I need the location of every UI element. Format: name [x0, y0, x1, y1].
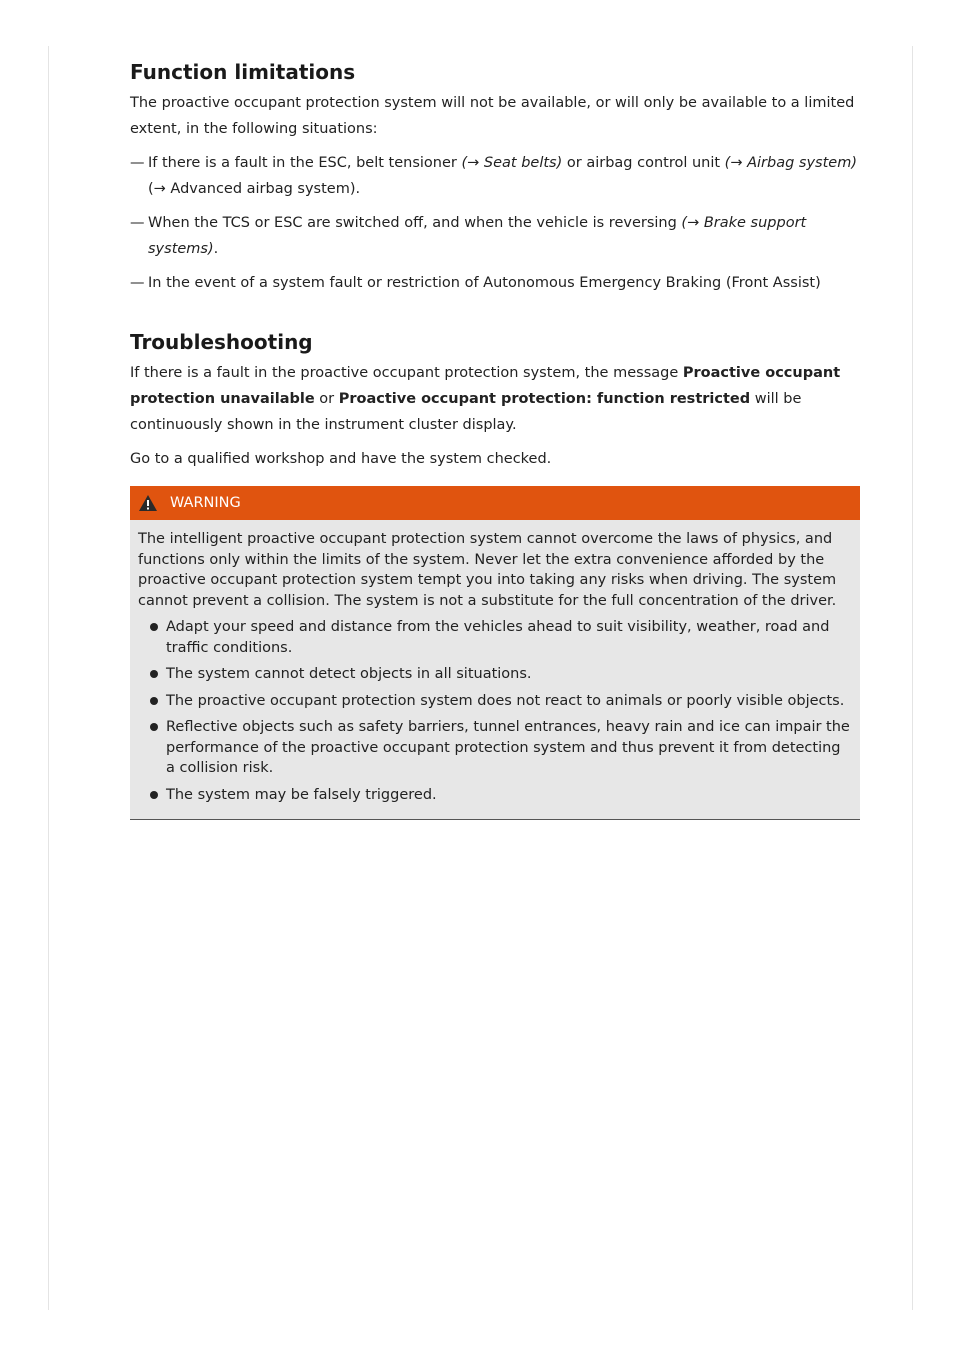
heading-function-limitations: Function limitations — [130, 60, 356, 84]
warning-box — [130, 486, 860, 820]
list-item: — When the TCS or ESC are switched off, and when the vehicle is reversing (→ Brake support systems). — [130, 215, 807, 257]
list-item: Adapt your speed and distance from the vehicles ahead to suit visibility, weather, road and traffic conditions. — [138, 617, 852, 658]
intro-paragraph: The proactive occupant protection system will not be available, or will only be available to a limited extent, in the following situations: — [130, 95, 855, 137]
page-border-left — [48, 46, 49, 1310]
link-seat-belts[interactable]: (→ Seat belts) — [461, 155, 563, 171]
heading-troubleshooting: Troubleshooting — [130, 330, 313, 354]
page-border-right — [912, 46, 913, 1310]
warning-label: WARNING — [170, 495, 241, 511]
bullet-icon — [150, 791, 158, 799]
message-function-restricted: Proactive occupant protection: function restricted — [338, 391, 751, 407]
message-unavailable: Proactive occupant protection unavailable — [130, 365, 841, 407]
troubleshooting-paragraph: If there is a fault in the proactive occupant protection system, the message Proactive occupant protection unavailable or Proactive occupant protection: function restricted will be continuously shown in the instrument cluster display. — [130, 365, 841, 433]
warning-triangle-icon — [138, 494, 158, 512]
list-item: — If there is a fault in the ESC, belt tensioner (→ Seat belts) or airbag control unit (→ Airbag system) (→ Advanced airbag system). — [130, 155, 857, 197]
list-item: The proactive occupant protection system does not react to animals or poorly visible objects. — [138, 691, 852, 712]
warning-header — [130, 486, 860, 520]
bullet-icon — [150, 697, 158, 705]
list-item: The system cannot detect objects in all situations. — [138, 664, 852, 685]
bullet-icon — [150, 723, 158, 731]
page-content — [130, 60, 860, 820]
workshop-paragraph: Go to a qualified workshop and have the system checked. — [130, 451, 552, 467]
link-advanced-airbag-system[interactable]: (→ Advanced airbag system). — [148, 181, 361, 197]
bullet-icon — [150, 670, 158, 678]
link-brake-support-systems[interactable]: (→ Brake support systems) — [148, 215, 807, 257]
link-airbag-system[interactable]: (→ Airbag system) — [724, 155, 857, 171]
warning-intro: The intelligent proactive occupant protection system cannot overcome the laws of physics, and functions only within the limits of the system. Never let the extra convenience afforded by the proactive occupant protection system tempt you into taking any risks when driving. The system cannot prevent a collision. The system is not a substitute for the full concentration of the driver. — [138, 531, 837, 609]
list-item: Reflective objects such as safety barriers, tunnel entrances, heavy rain and ice can impair the performance of the proactive occupant protection system and thus prevent it from detecting a collision risk. — [138, 717, 852, 779]
bullet-icon — [150, 623, 158, 631]
list-item: — In the event of a system fault or restriction of Autonomous Emergency Braking (Front Assist) — [130, 275, 821, 291]
list-item: The system may be falsely triggered. — [138, 785, 852, 806]
warning-body — [130, 520, 860, 819]
